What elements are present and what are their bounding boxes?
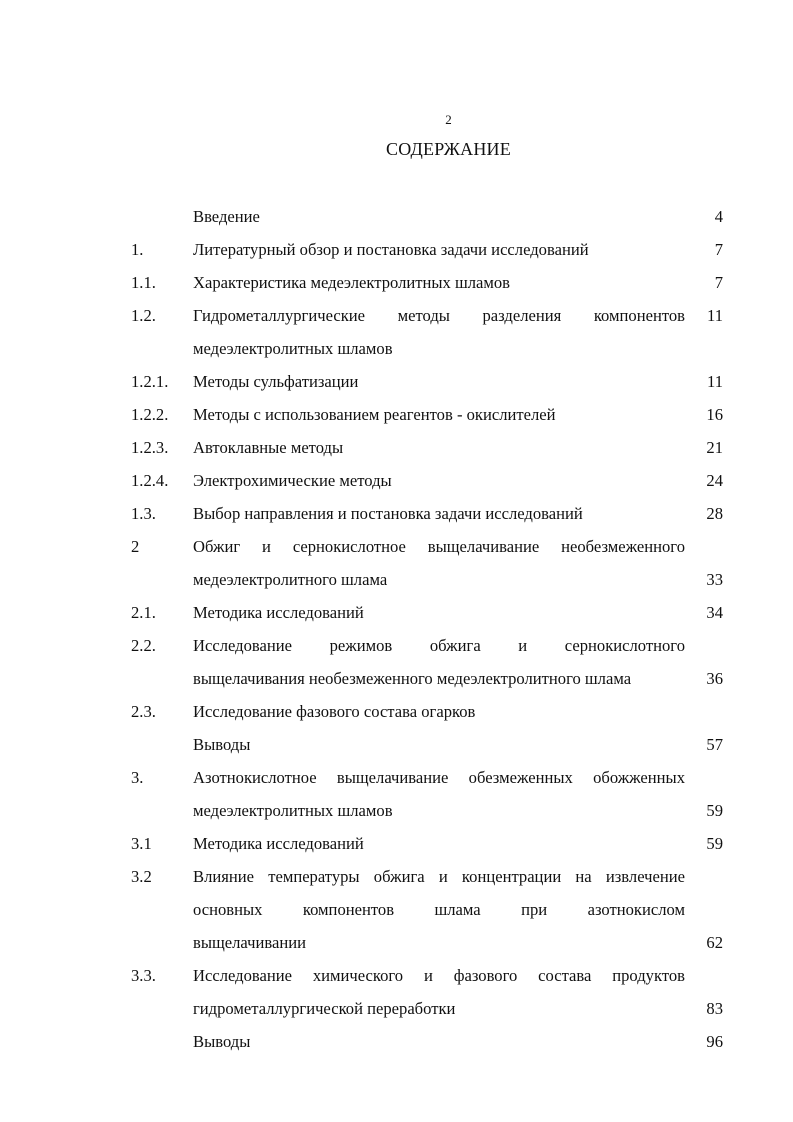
toc-line-page: 11 bbox=[707, 372, 723, 391]
toc-line-text: медеэлектролитных шламов bbox=[193, 339, 393, 358]
toc-line bbox=[0, 864, 793, 897]
toc-line-number: 1.3. bbox=[131, 504, 156, 523]
toc-line-page: 16 bbox=[706, 405, 723, 424]
toc-line bbox=[0, 270, 793, 303]
toc-line-text: Выводы bbox=[193, 735, 251, 754]
toc-line-number: 1.2.2. bbox=[131, 405, 169, 424]
toc-line bbox=[0, 237, 793, 270]
toc-line-text: выщелачивания необезмеженного медеэлектролитного шлама bbox=[193, 669, 632, 688]
toc-line bbox=[0, 699, 793, 732]
toc-line bbox=[0, 831, 793, 864]
toc-line-page: 4 bbox=[714, 207, 723, 226]
toc-line bbox=[0, 897, 793, 930]
toc-line-number: 2.2. bbox=[131, 636, 156, 655]
toc-line-text: Азотнокислотное выщелачивание обезмеженных обожженных bbox=[193, 768, 685, 787]
toc-line-text: Обжиг и сернокислотное выщелачивание необезмеженного bbox=[193, 537, 685, 556]
toc-line bbox=[0, 402, 793, 435]
toc-line bbox=[0, 501, 793, 534]
page-number: 2 bbox=[445, 112, 452, 127]
toc-line-text: Методика исследований bbox=[193, 834, 364, 853]
toc-line bbox=[0, 765, 793, 798]
page-title: СОДЕРЖАНИЕ bbox=[386, 139, 511, 159]
toc-line-text: Электрохимические методы bbox=[193, 471, 392, 490]
toc-line bbox=[0, 534, 793, 567]
toc-line bbox=[0, 732, 793, 765]
toc-line-page: 24 bbox=[706, 471, 723, 490]
toc-line-text: Исследование химического и фазового состава продуктов bbox=[193, 966, 685, 985]
toc-line-number: 3. bbox=[131, 768, 144, 787]
toc-line-page: 28 bbox=[706, 504, 723, 523]
toc-line bbox=[0, 996, 793, 1029]
toc-line bbox=[0, 963, 793, 996]
toc-line-page: 11 bbox=[707, 306, 723, 325]
toc-line bbox=[0, 435, 793, 468]
toc-line-number: 3.1 bbox=[131, 834, 152, 853]
toc-line-text: Влияние температуры обжига и концентрации на извлечение bbox=[193, 867, 685, 886]
toc-line-text: Исследование режимов обжига и сернокислотного bbox=[193, 636, 685, 655]
toc-line-text: Характеристика медеэлектролитных шламов bbox=[193, 273, 511, 292]
toc-line-text: Методика исследований bbox=[193, 603, 364, 622]
toc-line-number: 1.1. bbox=[131, 273, 156, 292]
toc-line bbox=[0, 204, 793, 237]
toc-line bbox=[0, 633, 793, 666]
toc-line bbox=[0, 303, 793, 336]
toc-line-page: 7 bbox=[714, 273, 723, 292]
toc-line-text: Выводы bbox=[193, 1032, 251, 1051]
toc-line-number: 1. bbox=[131, 240, 144, 259]
toc-line bbox=[0, 798, 793, 831]
toc-line-text: Выбор направления и постановка задачи исследований bbox=[193, 504, 583, 523]
toc-line bbox=[0, 567, 793, 600]
toc-line-page: 33 bbox=[706, 570, 723, 589]
toc-line-text: медеэлектролитного шлама bbox=[193, 570, 388, 589]
toc-line-text: Методы с использованием реагентов - окислителей bbox=[193, 405, 556, 424]
toc-line-number: 2 bbox=[131, 537, 140, 556]
toc-line bbox=[0, 600, 793, 633]
toc-line-page: 62 bbox=[706, 933, 723, 952]
toc-line-number: 3.3. bbox=[131, 966, 156, 985]
toc-line-number: 1.2.4. bbox=[131, 471, 169, 490]
toc-line bbox=[0, 369, 793, 402]
toc-line-text: основных компонентов шлама при азотнокислом bbox=[193, 900, 685, 919]
toc-line-number: 2.1. bbox=[131, 603, 156, 622]
toc-line-text: Литературный обзор и постановка задачи исследований bbox=[193, 240, 589, 259]
toc-line bbox=[0, 336, 793, 369]
toc-line-text: Автоклавные методы bbox=[193, 438, 344, 457]
toc-line-page: 34 bbox=[706, 603, 723, 622]
toc-line-page: 21 bbox=[706, 438, 723, 457]
toc-line-text: гидрометаллургической переработки bbox=[193, 999, 456, 1018]
toc-line bbox=[0, 468, 793, 501]
toc-line-text: Введение bbox=[193, 207, 260, 226]
table-of-contents bbox=[0, 204, 793, 1062]
toc-line-page: 57 bbox=[706, 735, 723, 754]
toc-line-page: 96 bbox=[706, 1032, 723, 1051]
toc-line-page: 59 bbox=[706, 801, 723, 820]
toc-line-text: Исследование фазового состава огарков bbox=[193, 702, 476, 721]
toc-line-number: 1.2.3. bbox=[131, 438, 169, 457]
toc-line-number: 1.2.1. bbox=[131, 372, 169, 391]
toc-line-text: Гидрометаллургические методы разделения компонентов bbox=[193, 306, 685, 325]
toc-line-page: 59 bbox=[706, 834, 723, 853]
toc-line-number: 3.2 bbox=[131, 867, 152, 886]
toc-line-text: медеэлектролитных шламов bbox=[193, 801, 393, 820]
toc-line bbox=[0, 1029, 793, 1062]
toc-line-number: 2.3. bbox=[131, 702, 156, 721]
toc-line-text: выщелачивании bbox=[193, 933, 306, 952]
toc-line-text: Методы сульфатизации bbox=[193, 372, 359, 391]
toc-line-page: 83 bbox=[706, 999, 723, 1018]
toc-line-page: 36 bbox=[706, 669, 723, 688]
toc-line-page: 7 bbox=[714, 240, 723, 259]
toc-line bbox=[0, 930, 793, 963]
toc-line bbox=[0, 666, 793, 699]
toc-line-number: 1.2. bbox=[131, 306, 156, 325]
